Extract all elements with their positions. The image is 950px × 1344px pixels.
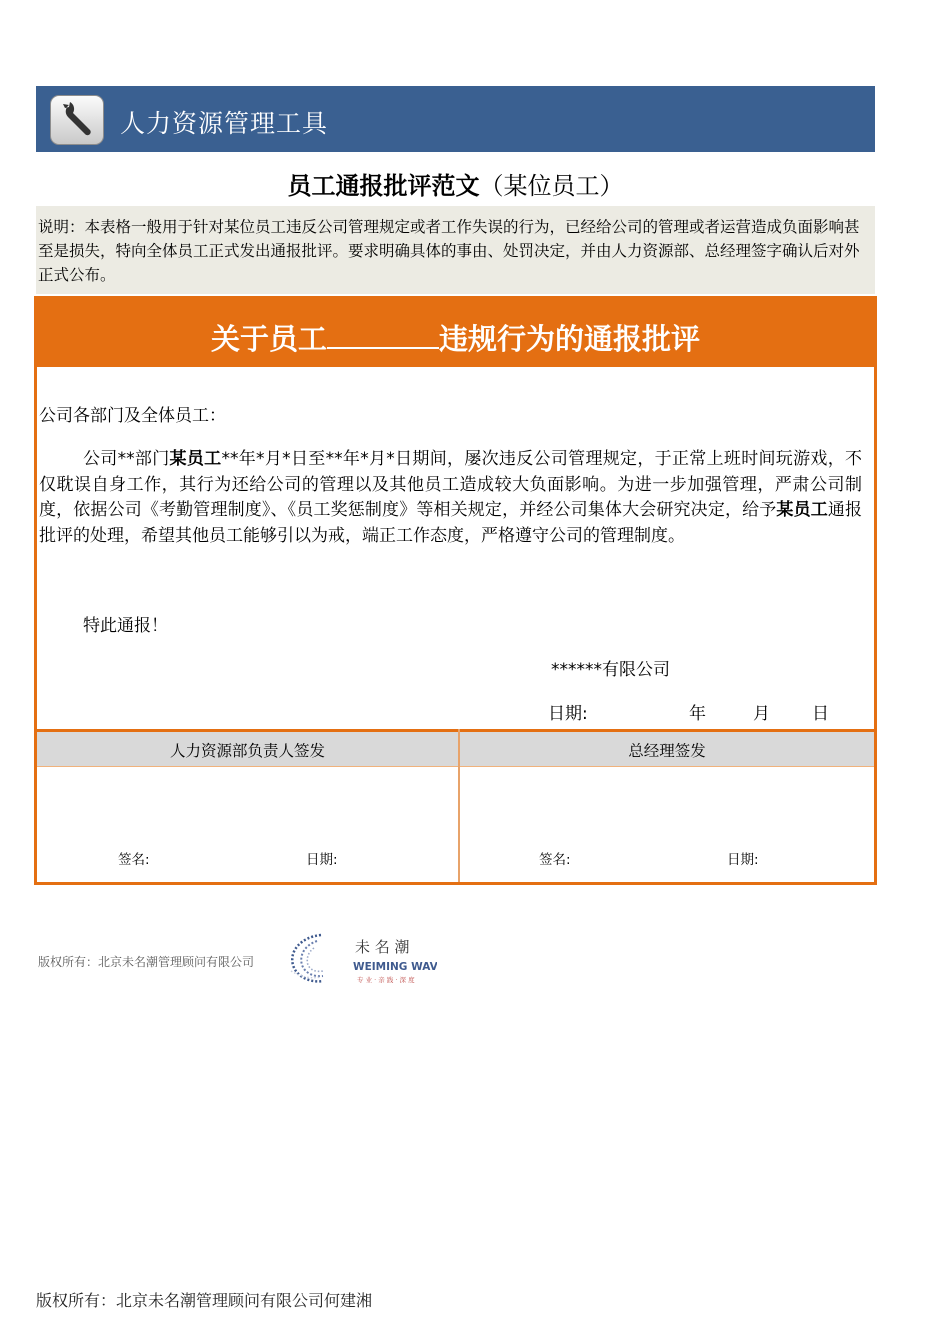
hr-sign-label: 签名: <box>118 852 150 868</box>
date-day: 日 <box>812 704 829 724</box>
notice-title-prefix: 关于员工 <box>210 322 327 356</box>
document-title-sub: （某位员工） <box>479 172 624 200</box>
date-label: 日期: <box>548 704 588 724</box>
body-part-2: **年*月*日至**年*月*日期间，屡次违反公司管理规定，于正常上班时间玩游戏，不仅耽误自身工作，其行为还给公司的管理以及其他员工造成较大负面影响。为进一步加强管理，严肃公司制度，依据公司《考勤管理制度》、《员工奖惩制度》等相关规定，并经公司集体大会研究决定，给予 <box>39 449 863 520</box>
document-title-main: 员工通报批评范文 <box>287 172 480 200</box>
notice-banner <box>37 299 874 367</box>
date-year: 年 <box>689 704 706 724</box>
hr-signoff-header: 人力资源部负责人签发 <box>169 742 325 760</box>
date-month: 月 <box>753 704 770 724</box>
employee-name: 某员工 <box>776 500 828 520</box>
instruction-note: 说明：本表格一般用于针对某位员工违反公司管理规定或者工作失误的行为，已经给公司的管理或者运营造成负面影响甚至是损失，特向全体员工正式发出通报批评。要求明确具体的事由、处罚决定，并由人力资源部、总经理签字确认后对外正式公布。 <box>36 206 875 294</box>
gm-date-label: 日期: <box>727 852 759 868</box>
logo-en: WEIMING WAVE <box>353 961 437 973</box>
document-title <box>36 166 875 201</box>
notice-body <box>39 447 862 549</box>
salutation: 公司各部门及全体员工： <box>39 406 226 426</box>
copyright-footer: 版权所有：北京未名潮管理顾问有限公司何建湘 <box>36 1291 373 1310</box>
logo-cn: 未 名 潮 <box>355 938 410 956</box>
notice-frame <box>34 296 877 885</box>
wrench-icon <box>50 95 104 145</box>
gm-sign-label: 签名: <box>539 852 571 868</box>
weiming-wave-logo <box>287 931 437 987</box>
employee-name: 某员工 <box>169 449 222 469</box>
notice-title-suffix: 违规行为的通报批评 <box>439 322 701 356</box>
name-blank[interactable] <box>327 321 439 349</box>
copyright-note: 版权所有：北京未名潮管理顾问有限公司 <box>38 955 255 969</box>
signature-divider <box>458 729 460 882</box>
body-part-3: 通报批评的处理，希望其他员工能够引以为戒，端正工作态度，严格遵守公司的管理制度。 <box>39 500 863 546</box>
gm-signoff-header: 总经理签发 <box>628 742 706 760</box>
closing-line: 特此通报！ <box>83 616 168 636</box>
logo-tagline: 专 业 · 亲 践 · 深 度 <box>357 976 415 984</box>
hr-date-label: 日期: <box>306 852 338 868</box>
notice-title <box>37 317 874 358</box>
header-bar <box>36 86 875 152</box>
body-part-1: 公司**部门 <box>83 449 170 469</box>
header-title: 人力资源管理工具 <box>120 109 329 138</box>
wave-swirl-icon <box>291 935 323 981</box>
signature-header-row <box>37 729 874 767</box>
company-name: ******有限公司 <box>551 660 670 680</box>
